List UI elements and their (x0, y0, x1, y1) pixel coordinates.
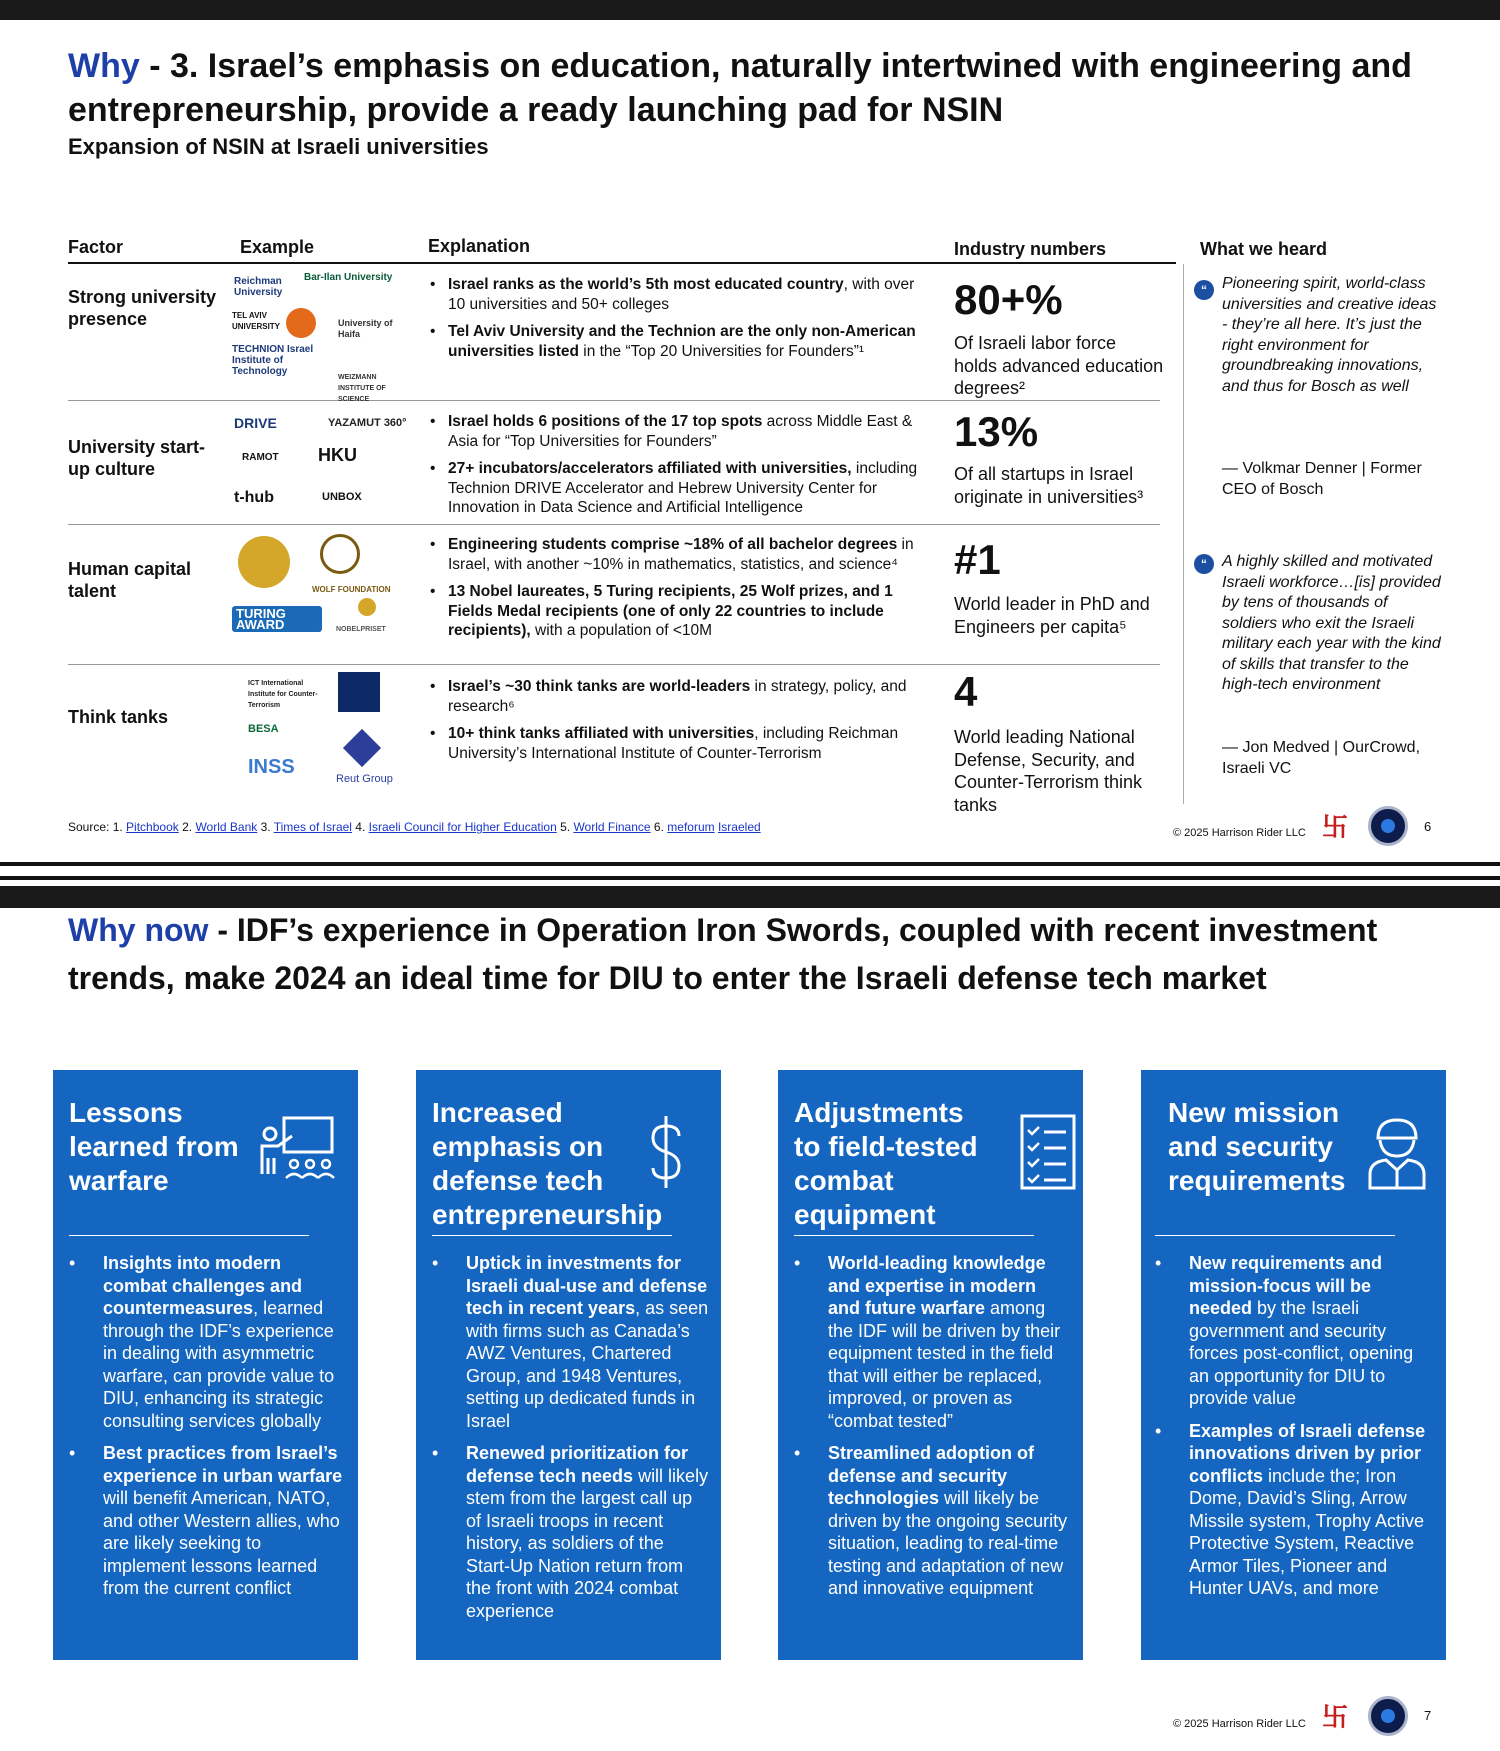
bullet: • Israel’s ~30 think tanks are world-leaders in strategy, policy, and research⁶ (428, 677, 918, 716)
card-mission-requirements (1141, 1070, 1446, 1660)
header-explanation: Explanation (428, 236, 531, 256)
header-example: Example (240, 237, 315, 257)
card-bullets (69, 1252, 347, 1610)
card-title: Lessons learned from warfare (69, 1097, 239, 1196)
column-divider (1183, 264, 1184, 804)
bullet: • Engineering students comprise ~18% of all bachelor degrees in Israel, with another ~10% in mathematics, statistics, and science⁴ (428, 535, 918, 574)
factor-think-tanks: Think tanks (68, 707, 169, 727)
page-number: 6 (1424, 819, 1432, 834)
header-heard: What we heard (1200, 239, 1328, 259)
teacher-icon (258, 1112, 338, 1192)
bullet: • 10+ think tanks affiliated with universities, including Reichman University’s International Institute of Counter-Terrorism (428, 724, 918, 763)
wolf-emblem-icon (320, 534, 360, 574)
bullet: • Israel holds 6 positions of the 17 top spots across Middle East & Asia for “Top Universities for Founders” (428, 412, 918, 451)
bullet: • 27+ incubators/accelerators affiliated with universities, including Technion DRIVE Accelerator and Hebrew University Center for Innovation in Data Science and Artificial Intelligence (428, 459, 918, 518)
bullet: • World-leading knowledge and expertise in modern and future warfare among the IDF will be driven by their equipment tested in the field that will either be replaced, improved, or proven as “combat tested” (794, 1252, 1072, 1432)
harrison-rider-logo-icon: 卐 (1322, 1702, 1349, 1732)
factor-human-capital: Human capital talent (68, 559, 192, 601)
slide-separator (0, 862, 1500, 866)
medal-icon (238, 536, 290, 588)
bar-ilan-logo: Bar-Ilan University (304, 272, 393, 283)
row-divider (68, 400, 1160, 401)
drive-logo: DRIVE (234, 415, 277, 431)
header-industry: Industry numbers (954, 239, 1107, 259)
header-factor: Factor (68, 237, 124, 257)
card-bullets (794, 1252, 1072, 1610)
weizmann-logo: WEIZMANN INSTITUTE OF SCIENCE (338, 374, 386, 403)
source-link[interactable]: World Finance (573, 820, 651, 834)
stat-description: Of Israeli labor force holds advanced education degrees² (954, 333, 1164, 398)
bullet: • Insights into modern combat challenges and countermeasures, learned through the IDF’s experience in dealing with asymmetric warfare, can provide value to DIU, enhancing its strategic consulting services globally (69, 1252, 347, 1432)
diu-badge-icon (1368, 1696, 1408, 1736)
bullet: • Renewed prioritization for defense tech needs will likely stem from the largest call up of Israeli troops in recent history, as soldiers of the Start-Up Nation return from the front with 2024 combat experience (432, 1442, 710, 1622)
card-bullets (1155, 1252, 1433, 1610)
hku-logo: HKU (318, 445, 357, 465)
turing-logo: TURING AWARD (232, 606, 322, 632)
bullet: • Uptick in investments for Israeli dual-use and defense tech in recent years, as seen with firms such as Canada’s AWZ Ventures, Chartered Group, and 1948 Ventures, setting up dedicated funds in Israel (432, 1252, 710, 1432)
ict-logo: ICT International Institute for Counter-Terrorism (248, 680, 318, 709)
ramot-logo: RAMOT (242, 452, 279, 463)
header-rule (68, 262, 1176, 264)
page-number: 7 (1424, 1708, 1432, 1723)
haifa-logo-icon (286, 308, 316, 338)
card-divider (1155, 1235, 1395, 1236)
stat-description: Of all startups in Israel originate in universities³ (954, 464, 1144, 507)
card-divider (432, 1235, 672, 1236)
quote-text: A highly skilled and motivated Israeli workforce…[is] provided by tens of thousands of soldiers who exit the Israeli military each year with the kind of skills that transfer to the high-tech environment (1222, 553, 1441, 693)
stat-value: 4 (954, 668, 978, 715)
title-rest: - IDF’s experience in Operation Iron Swords, coupled with recent investment trends, make 2024 an ideal time for DIU to enter the Israeli defense tech market (68, 912, 1378, 996)
factor-startup-culture: University start-up culture (68, 437, 206, 479)
stat-description: World leader in PhD and Engineers per capita⁵ (954, 594, 1150, 637)
unbox-logo: UNBOX (322, 491, 362, 503)
stat-value: 13% (954, 408, 1039, 455)
source-line: Source: 1. Pitchbook 2. World Bank 3. Times of Israel 4. Israeli Council for Higher Education 5. World Finance 6. meforum Israeled (68, 820, 761, 834)
copyright: © 2025 Harrison Rider LLC (1173, 1718, 1306, 1730)
top-bar (0, 0, 1500, 20)
source-link[interactable]: Pitchbook (126, 820, 179, 834)
bullet: • Israel ranks as the world’s 5th most educated country, with over 10 universities and 50+ colleges (428, 275, 918, 314)
source-link[interactable]: Times of Israel (273, 820, 352, 834)
title-highlight: Why now (68, 912, 209, 948)
copyright: © 2025 Harrison Rider LLC (1173, 827, 1306, 839)
thub-logo: t-hub (234, 489, 274, 506)
tau-logo: TEL AVIV UNIVERSITY (232, 311, 281, 331)
explanation-row2 (428, 412, 918, 526)
card-title: Increased emphasis on defense tech entrepreneurship (432, 1097, 663, 1230)
slide2-top-bar (0, 886, 1500, 908)
explanation-row4 (428, 677, 918, 771)
quote-attribution: — Jon Medved | OurCrowd, Israeli VC (1222, 739, 1421, 777)
stat-value: 80+% (954, 276, 1063, 323)
stat-value: #1 (954, 536, 1001, 583)
card-lessons-learned (53, 1070, 358, 1660)
diu-badge-icon (1368, 806, 1408, 846)
soldier-icon (1366, 1112, 1428, 1192)
slide2-title (68, 906, 1448, 1002)
stat-description: World leading National Defense, Security, and Counter-Terrorism think tanks (954, 727, 1143, 815)
factor-strong-university: Strong university presence (68, 287, 217, 329)
bullet: • Streamlined adoption of defense and security technologies will likely be driven by the ongoing security situation, leading to real-time testing and adaptation of new and innovative equipment (794, 1442, 1072, 1600)
row-divider (68, 664, 1160, 665)
card-defense-entrepreneurship (416, 1070, 721, 1660)
harrison-rider-logo-icon: 卐 (1322, 812, 1349, 842)
nobel-logo: NOBELPRISET (336, 626, 386, 633)
reut-logo: Reut Group (336, 773, 393, 785)
card-bullets (432, 1252, 710, 1632)
title-rest: - 3. Israel’s emphasis on education, naturally intertwined with engineering and entrepreneurship, provide a ready launching pad for NSIN (68, 47, 1412, 129)
quote-icon: “ (1194, 554, 1214, 574)
quote-text: Pioneering spirit, world-class universities and creative ideas - they’re all here. It’s just the right environment for groundbreaking innovations, and thus for Bosch as well (1222, 275, 1437, 395)
wolf-logo: WOLF FOUNDATION (312, 585, 391, 594)
source-link[interactable]: Israeled (717, 820, 761, 834)
card-divider (69, 1235, 309, 1236)
checklist-icon (1008, 1112, 1088, 1192)
besa-logo: BESA (248, 723, 279, 735)
source-link[interactable]: World Bank (195, 820, 258, 834)
bullet: • Best practices from Israel’s experience in urban warfare will benefit American, NATO, and other Western allies, who are likely seeking to implement lessons learned from the current conflict (69, 1442, 347, 1600)
card-field-tested-equipment (778, 1070, 1083, 1660)
quote-attribution: — Volkmar Denner | Former CEO of Bosch (1222, 460, 1422, 498)
bullet: • 13 Nobel laureates, 5 Turing recipients, 25 Wolf prizes, and 1 Fields Medal recipients (one of only 22 countries to include recipients), with a population of <10M (428, 582, 918, 641)
nobel-medal-icon (358, 598, 376, 616)
reichman-logo: Reichman University (234, 276, 283, 298)
bullet: • New requirements and mission-focus will be needed by the Israeli government and security forces post-conflict, opening an opportunity for DIU to provide value (1155, 1252, 1433, 1410)
dollar-icon (641, 1112, 691, 1192)
university-shield-icon (338, 672, 380, 712)
card-title: New mission and security requirements (1168, 1097, 1346, 1196)
card-title: Adjustments to field-tested combat equipment (794, 1097, 978, 1230)
technion-logo: TECHNION Israel Institute of Technology (232, 344, 314, 377)
slide1-subtitle: Expansion of NSIN at Israeli universities (68, 134, 489, 159)
yazamut-logo: YAZAMUT 360° (328, 417, 407, 429)
slide-separator (0, 876, 1500, 880)
slide1-title (68, 44, 1448, 132)
bullet: • Examples of Israeli defense innovations driven by prior conflicts include the; Iron Dome, David’s Sling, Arrow Missile system, Trophy Active Protective System, Reactive Armor Tiles, Pioneer and Hunter UAVs, and more (1155, 1420, 1433, 1600)
bullet: • Tel Aviv University and the Technion are the only non-American universities listed in the “Top 20 Universities for Founders”¹ (428, 322, 918, 361)
inss-logo: INSS (248, 756, 295, 778)
source-link[interactable]: Israeli Council for Higher Education (368, 820, 557, 834)
card-divider (794, 1235, 1034, 1236)
explanation-row3 (428, 535, 918, 649)
haifa-logo: University of Haifa (338, 318, 393, 339)
explanation-row1 (428, 275, 918, 369)
reut-icon (343, 729, 381, 767)
title-highlight: Why (68, 47, 140, 85)
source-link[interactable]: meforum (667, 820, 715, 834)
quote-icon: “ (1194, 280, 1214, 300)
